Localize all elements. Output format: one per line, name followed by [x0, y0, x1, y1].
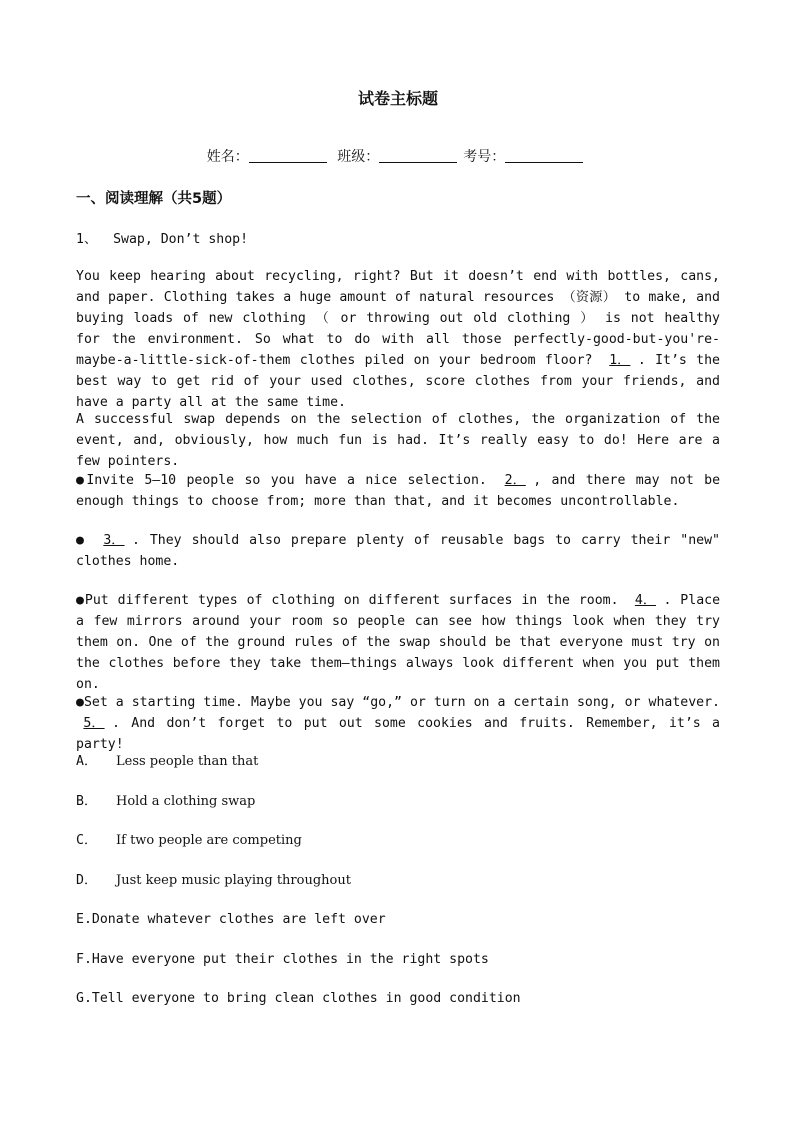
option-d[interactable]	[76, 871, 351, 891]
paragraph-text: ●Invite 5—10 people so you have a nice selection.	[76, 473, 498, 488]
option-text: Less people than that	[116, 754, 259, 769]
section-title: 一、阅读理解（共5题）	[76, 191, 232, 207]
question-heading	[76, 228, 248, 247]
blank-1[interactable]: 1．	[609, 353, 631, 368]
option-g[interactable]	[76, 989, 521, 1009]
paragraph-text: ●Put different types of clothing on different surfaces in the room.	[76, 593, 628, 608]
paragraph-text: . Place a few mirrors around your room so people can see how things look when they try them on. One of the ground rules of the swap should be that everyone must try on the clothes before they take them—things always look different when you put them on.	[76, 593, 721, 692]
passage-paragraph-4	[76, 530, 720, 572]
option-label: E.	[76, 912, 92, 927]
question-number: 1、	[76, 232, 98, 247]
option-text: Donate whatever clothes are left over	[91, 912, 386, 927]
passage-paragraph-3	[76, 470, 720, 512]
option-c[interactable]	[76, 831, 302, 851]
passage-paragraph-5	[76, 590, 720, 695]
name-label: 姓名：	[206, 149, 249, 165]
option-label: C．	[76, 833, 98, 848]
option-f[interactable]	[76, 950, 489, 970]
paragraph-text: . They should also prepare plenty of reusable bags to carry their "new" clothes home.	[76, 533, 720, 569]
option-text: Have everyone put their clothes in the right spots	[91, 952, 489, 967]
paragraph-text: You keep hearing about recycling, right? But it doesn’t end with bottles, cans, and paper. Clothing takes a huge amount of natural resources （资源） to make, and buying loads of new clothing （ or throwing out old clothing ） is not healthy for the environment. So what to do with all those perfectly-good-but-you're-maybe-a-little-sick-of-them clothes piled on your bedroom floor?	[76, 269, 720, 368]
option-label: G.	[76, 991, 92, 1006]
class-blank[interactable]	[379, 148, 457, 163]
class-label: 班级：	[337, 149, 380, 165]
passage-paragraph-6	[76, 692, 720, 755]
option-e[interactable]	[76, 910, 386, 930]
paragraph-text: . And don’t forget to put out some cookies and fruits. Remember, it’s a party!	[76, 716, 720, 752]
paragraph-text: ●Set a starting time. Maybe you say “go,” or turn on a certain song, or whatever.	[76, 695, 720, 710]
option-label: D．	[76, 873, 98, 888]
option-text: If two people are competing	[116, 833, 302, 848]
exam-no-blank[interactable]	[505, 148, 583, 163]
passage-paragraph-2: A successful swap depends on the selection of clothes, the organization of the event, and, obviously, how much fun is had. It’s really easy to do! Here are a few pointers.	[76, 412, 720, 469]
blank-5[interactable]: 5．	[83, 716, 105, 731]
question-title: Swap, Don’t shop!	[113, 232, 249, 247]
option-a[interactable]	[76, 752, 258, 772]
paragraph-text: , and there may not be enough things to choose from; more than that, and it becomes uncontrollable.	[76, 473, 721, 509]
exam-no-label: 考号：	[463, 149, 506, 165]
passage-paragraph-1	[76, 266, 720, 413]
name-blank[interactable]	[249, 148, 327, 163]
student-info-line	[76, 146, 720, 166]
option-label: B．	[76, 794, 98, 809]
option-text: Hold a clothing swap	[116, 794, 256, 809]
option-text: Just keep music playing throughout	[116, 873, 351, 888]
blank-2[interactable]: 2．	[504, 473, 526, 488]
page-title: 试卷主标题	[357, 89, 438, 108]
option-label: F.	[76, 952, 92, 967]
blank-3[interactable]: 3．	[103, 533, 125, 548]
bullet: ●	[76, 533, 96, 548]
option-b[interactable]	[76, 792, 255, 812]
option-label: A．	[76, 754, 98, 769]
blank-4[interactable]: 4．	[634, 593, 657, 608]
paragraph-text: . It’s the best way to get rid of your used clothes, score clothes from your friends, and have a party all at the same time.	[76, 353, 720, 410]
option-text: Tell everyone to bring clean clothes in good condition	[91, 991, 521, 1006]
